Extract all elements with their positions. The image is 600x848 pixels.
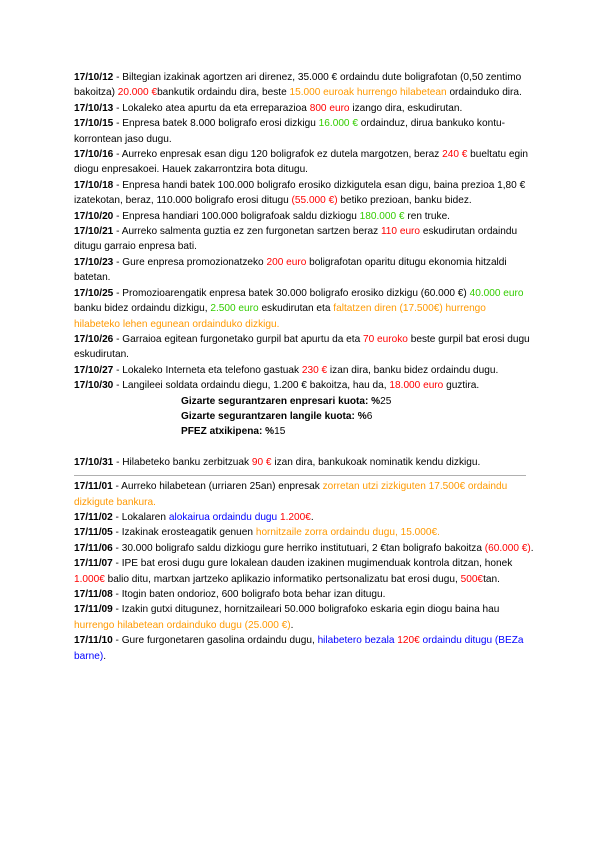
entry-17-10-20: 17/10/20 - Enpresa handiari 100.000 boligrafoak saldu dizkiogu 180.000 € ren truke. bbox=[74, 210, 450, 222]
pending-amount: zorretan utzi zizkiguten 17.500€ ordaindu dizkigute bankura. bbox=[74, 481, 508, 508]
entry-17-10-12: 17/10/12 - Biltegian izakinak agortzen ari direnez, 35.000 € ordaindu dute boligrafotan (0,50 zentimo bakoitza) 20.000 €bankutik ordaindu dira, beste 15.000 euroak hurrengo hilabetean ordainduko dira. bbox=[74, 72, 522, 99]
entry-date: 17/10/18 bbox=[74, 179, 114, 191]
entry-17-10-15: 17/10/15 - Enpresa batek 8.000 boligrafo erosi dizkigu 16.000 € ordainduz, dirua bankuko kontu-korrontean jaso dugu. bbox=[74, 118, 505, 145]
entry-date: 17/10/27 bbox=[74, 364, 114, 376]
pfez-withholding-line: PFEZ atxikipena: %15 bbox=[181, 426, 286, 438]
entry-date: 17/11/10 bbox=[74, 635, 113, 647]
pending-amount: 15.000 euroak hurrengo hilabetean bbox=[289, 87, 447, 99]
entry-date: 17/10/13 bbox=[74, 102, 114, 114]
entry-17-10-13: 17/10/13 - Lokaleko atea apurtu da eta erreparazioa 800 euro izango dira, eskudirutan. bbox=[74, 102, 463, 114]
expense-amount: 90 € bbox=[251, 456, 272, 468]
entry-17-11-02: 17/11/02 - Lokalaren alokairua ordaindu dugu 1.200€. bbox=[74, 511, 314, 523]
entry-17-11-08: 17/11/08 - Itogin baten ondorioz, 600 boligrafo bota behar izan ditugu. bbox=[74, 589, 386, 600]
pending-amount: hornitzaile zorra ordaindu dugu, 15.000€. bbox=[255, 527, 440, 539]
entry-17-10-26: 17/10/26 - Garraioa egitean furgonetako gurpil bat apurtu da eta 70 euroko beste gurpil bat erosi dugu eskudirutan. bbox=[74, 333, 530, 361]
entry-date: 17/10/26 bbox=[74, 333, 114, 345]
entry-17-10-23: 17/10/23 - Gure enpresa promozionatzeko 200 euro boligrafotan oparitu ditugu ekonomia hitzaldi batetan. bbox=[74, 256, 507, 284]
entry-date: 17/10/31 bbox=[74, 456, 114, 468]
entry-date: 17/10/21 bbox=[74, 226, 114, 238]
document-page bbox=[74, 70, 534, 664]
entry-date: 17/11/05 bbox=[74, 527, 113, 539]
expense-amount: 200 euro bbox=[266, 256, 307, 268]
pending-amount: faltatzen diren (17.500€) hurrengo hilabeteko lehen egunean ordainduko dizkigu. bbox=[74, 303, 486, 330]
entry-date: 17/11/02 bbox=[74, 511, 113, 523]
income-amount: 180.000 € bbox=[359, 210, 405, 222]
entry-17-11-09: 17/11/09 - Izakin gutxi ditugunez, hornitzaileari 50.000 boligrafoko eskaria egin diogu baina hau hurrengo hilabetean ordainduko dugu (25.000 €). bbox=[74, 604, 500, 631]
entry-17-10-31: 17/10/31 - Hilabeteko banku zerbitzuak 90 € izan dira, bankukoak nominatik kendu dizkigu. bbox=[74, 456, 481, 468]
vat-note: ordaindu ditugu (BEZa barne) bbox=[74, 635, 524, 662]
entry-17-10-25: 17/10/25 - Promozioarengatik enpresa batek 30.000 boligrafo erosiko dizkigu (60.000 €) 40.000 euro banku bidez ordaindu dizkigu, 2.500 euro eskudirutan eta faltatzen diren (17.500€) hurrengo hilabeteko lehen egunean ordainduko dizkigu. bbox=[74, 287, 524, 330]
entry-17-10-27: 17/10/27 - Lokaleko Interneta eta telefono gastuak 230 € izan dira, banku bidez ordaindu dugu. bbox=[74, 364, 499, 376]
entry-date: 17/10/23 bbox=[74, 256, 114, 268]
entry-17-11-01: 17/11/01 - Aurreko hilabetean (urriaren 25an) enpresak zorretan utzi zizkiguten 17.500€ ordaindu dizkigute bankura. bbox=[74, 481, 508, 508]
expense-amount: (55.000 €) bbox=[291, 195, 338, 207]
quota-list bbox=[181, 394, 534, 440]
entry-17-10-30: 17/10/30 - Langileei soldata ordaindu diegu, 1.200 € bakoitza, hau da, 18.000 euro guztira. bbox=[74, 380, 480, 392]
entry-17-11-07: 17/11/07 - IPE bat erosi dugu gure lokalean dauden izakinen mugimenduak kontrola ditzan, honek 1.000€ balio ditu, martxan jartzeko aplikazio informatiko pertsonalizatu bat erosi dugu, 500€tan. bbox=[74, 558, 513, 585]
entry-17-11-05: 17/11/05 - Izakinak erosteagatik genuen hornitzaile zorra ordaindu dugu, 15.000€. bbox=[74, 527, 440, 539]
rent-note: alokairua ordaindu dugu bbox=[168, 511, 278, 523]
income-amount: 40.000 euro bbox=[469, 287, 524, 299]
entry-date: 17/10/30 bbox=[74, 380, 114, 392]
expense-amount: 1.000€ bbox=[74, 573, 105, 585]
entry-17-10-16: 17/10/16 - Aurreko enpresak esan digu 120 boligrafok ez dutela margotzen, beraz 240 € bueltatu egin diogu enpresakoei. Hauek zakarrontzira bota ditugu. bbox=[74, 149, 528, 176]
entry-date: 17/10/12 bbox=[74, 72, 114, 83]
entry-date: 17/10/20 bbox=[74, 210, 114, 222]
expense-amount: 120€ bbox=[394, 635, 420, 647]
expense-amount: 240 € bbox=[442, 149, 468, 161]
entry-17-11-06: 17/11/06 - 30.000 boligrafo saldu dizkiogu gure herriko institutuari, 2 €tan boligrafo bakoitza (60.000 €). bbox=[74, 542, 534, 554]
entry-date: 17/10/16 bbox=[74, 149, 114, 161]
income-amount: 16.000 € bbox=[318, 118, 358, 130]
income-amount: 2.500 euro bbox=[210, 303, 259, 315]
expense-amount: 110 euro bbox=[380, 226, 421, 238]
entry-17-10-18: 17/10/18 - Enpresa handi batek 100.000 boligrafo erosiko dizkigutela esan digu, baina prezioa 1,80 € izatekotan, beraz, 110.000 boligrafo erosi ditugu (55.000 €) betiko prezioan, banku bidez. bbox=[74, 179, 526, 207]
entry-date: 17/10/15 bbox=[74, 118, 114, 130]
entry-date: 17/11/08 bbox=[74, 589, 113, 600]
expense-amount: 1.200€ bbox=[277, 511, 311, 523]
spacer bbox=[74, 440, 534, 455]
section-divider bbox=[74, 475, 526, 476]
expense-amount: 800 euro bbox=[309, 102, 350, 114]
entry-date: 17/11/06 bbox=[74, 542, 113, 554]
expense-amount: 20.000 € bbox=[117, 87, 158, 99]
entry-date: 17/10/25 bbox=[74, 287, 114, 299]
entry-date: 17/11/07 bbox=[74, 558, 113, 570]
expense-amount: 18.000 euro bbox=[389, 380, 444, 392]
employer-quota-line: Gizarte segurantzaren enpresari kuota: %25 bbox=[181, 395, 392, 407]
pending-amount: hurrengo hilabetean ordainduko dugu (25.000 €) bbox=[74, 619, 291, 631]
entry-17-11-10: 17/11/10 - Gure furgonetaren gasolina ordaindu dugu, hilabetero bezala 120€ ordaindu ditugu (BEZa barne). bbox=[74, 635, 524, 662]
expense-amount: 70 euroko bbox=[363, 333, 408, 345]
employee-quota-line: Gizarte segurantzaren langile kuota: %6 bbox=[181, 410, 373, 422]
entry-date: 17/11/01 bbox=[74, 481, 113, 493]
expense-amount: 500€ bbox=[460, 573, 484, 585]
monthly-note: hilabetero bezala bbox=[317, 635, 395, 647]
entry-date: 17/11/09 bbox=[74, 604, 113, 616]
entry-17-10-21: 17/10/21 - Aurreko salmenta guztia ez zen furgonetan sartzen beraz 110 euro eskudirutan ordaindu ditugu garraio enpresa bati. bbox=[74, 226, 518, 253]
expense-amount: 230 € bbox=[301, 364, 328, 376]
expense-amount: (60.000 €) bbox=[484, 542, 531, 554]
